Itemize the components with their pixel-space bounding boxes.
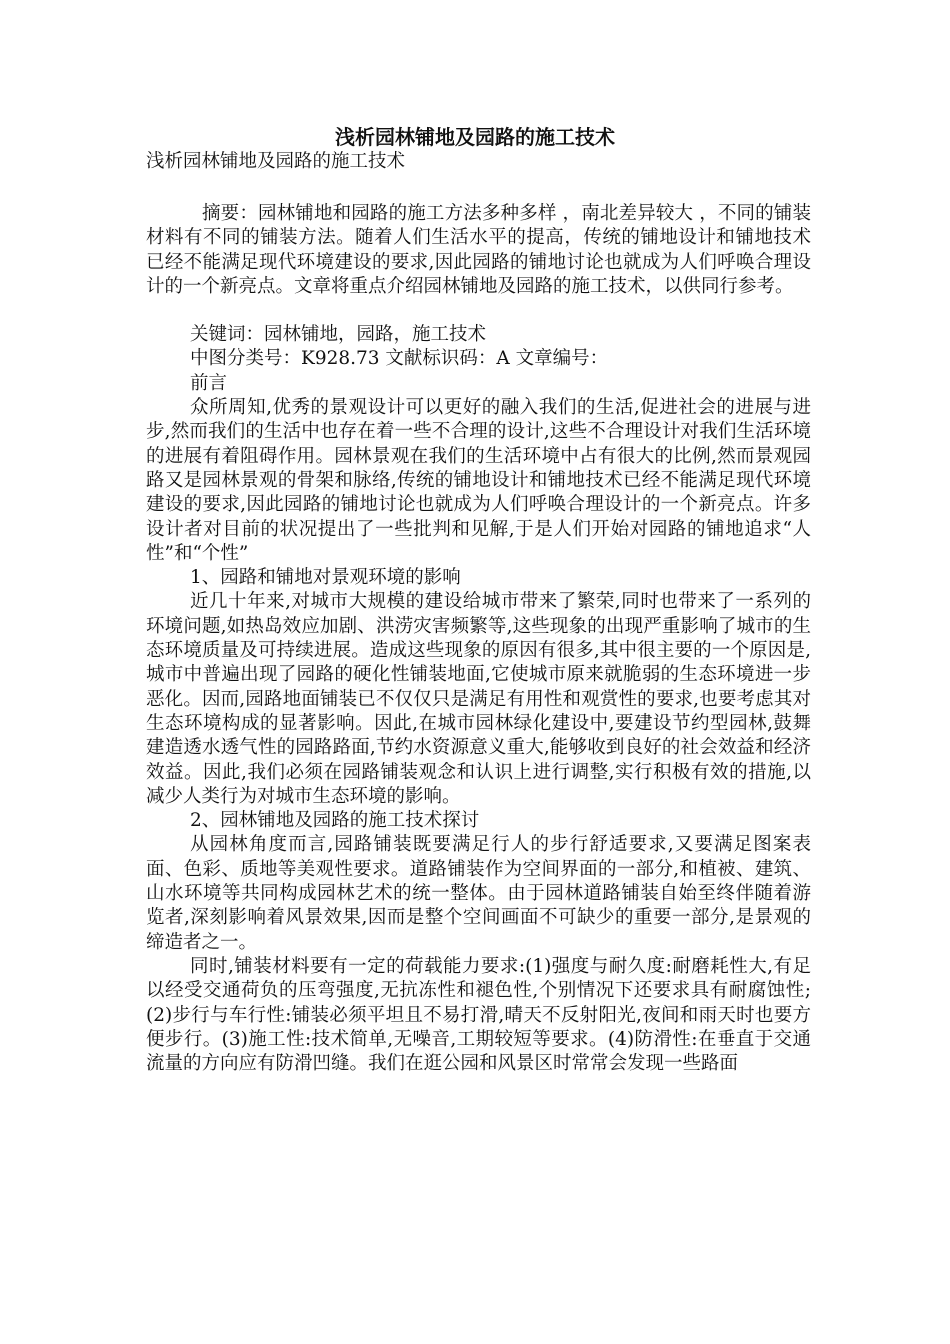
classification-line: 中图分类号：K928.73 文献标识码：A 文章编号： [190,348,609,370]
section1-paragraph: 近几十年来,对城市大规模的建设给城市带来了繁荣,同时也带来了一系列的环境问题,如热岛效应加剧、洪涝灾害频繁等,这些现象的出现严重影响了城市的生态环境质量及可持续进展。造成这些现象的原因有很多,其中很主要的一个原因是,城市中普遍出现了园路的硬化性铺装地面,它使城市原来就脆弱的生态环境进一步恶化。因而,园路地面铺装已不仅仅只是满足有用性和观赏性的要求,也要考虑其对生态环境构成的显著影响。因此,在城市园林绿化建设中,要建设节约型园林,鼓舞建造透水透气性的园路路面,节约水资源意义重大,能够收到良好的社会效益和经济效益。因此,我们必须在园路铺装观念和认识上进行调整,实行积极有效的措施,以减少人类行为对城市生态环境的影响。 [146,591,811,807]
keywords-line: 关键词：园林铺地，园路，施工技术 [190,324,487,346]
section2-heading: 2、园林铺地及园路的施工技术探讨 [190,810,480,832]
document-title: 浅析园林铺地及园路的施工技术 [335,125,615,149]
document-subtitle: 浅析园林铺地及园路的施工技术 [146,151,406,172]
section2-paragraph-1: 从园林角度而言,园路铺装既要满足行人的步行舒适要求,又要满足图案表面、色彩、质地等美观性要求。道路铺装作为空间界面的一部分,和植被、建筑、山水环境等共同构成园林艺术的统一整体。由于园林道路铺装自始至终伴随着游览者,深刻影响着风景效果,因而是整个空间画面不可缺少的重要一部分,是景观的缔造者之一。 [146,834,811,953]
paragraph-gap [146,299,811,323]
preface-paragraph: 众所周知,优秀的景观设计可以更好的融入我们的生活,促进社会的进展与进步,然而我们的生活中也存在着一些不合理的设计,这些不合理设计对我们生活环境的进展有着阻碍作用。园林景观在我们的生活环境中占有很大的比例,然而景观园路又是园林景观的骨架和脉络,传统的铺地设计和铺地技术已经不能满足现代环境建设的要求,因此园路的铺地讨论也就成为人们呼唤合理设计的一个新亮点。许多设计者对目前的状况提出了一些批判和见解,于是人们开始对园路的铺地追求“人性”和“个性” [146,397,811,564]
abstract-paragraph: 摘要：园林铺地和园路的施工方法多种多样 ，南北差异较大 ，不同的铺装材料有不同的铺装方法。随着人们生活水平的提高，传统的铺地设计和铺地技术已经不能满足现代环境建设的要求,因此园路的铺地讨论也就成为人们呼唤合理设计的一个新亮点。文章将重点介绍园林铺地及园路的施工技术，以供同行参考。 [146,203,811,297]
section1-heading: 1、园路和铺地对景观环境的影响 [190,567,461,589]
preface-heading: 前言 [190,372,228,394]
document-body [146,202,811,1076]
section2-paragraph-2: 同时,铺装材料要有一定的荷载能力要求:(1)强度与耐久度:耐磨耗性大,有足以经受交通荷负的压弯强度,无抗冻性和褪色性,个别情况下还要求具有耐腐蚀性;(2)步行与车行性:铺装必须平坦且不易打滑,晴天不反射阳光,夜间和雨天时也要方便步行。(3)施工性:技术简单,无噪音,工期较短等要求。(4)防滑性:在垂直于交通流量的方向应有防滑凹缝。我们在逛公园和风景区时常常会发现一些路面 [146,955,811,1075]
